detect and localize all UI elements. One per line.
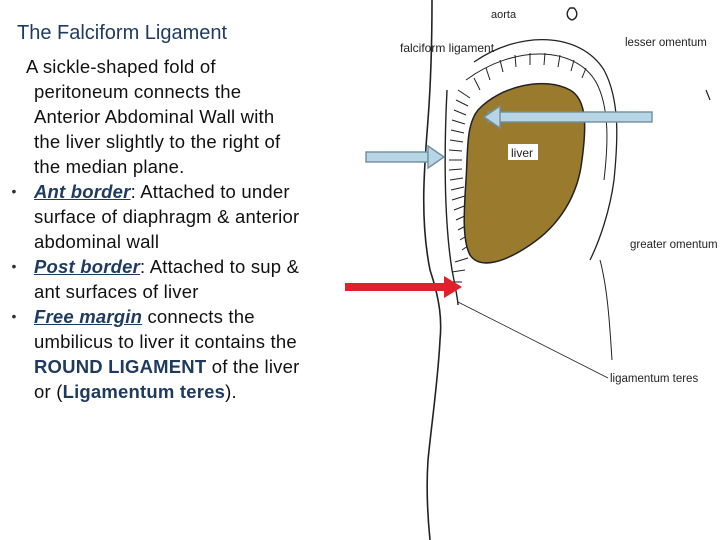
bullet-text: connects the umbilicus to liver it contains the bbox=[34, 306, 297, 352]
greater-omentum-curve bbox=[600, 260, 612, 360]
liver-shape bbox=[464, 84, 584, 263]
bullet-text: Attached to under surface of diaphragm & anterior abdominal wall bbox=[34, 181, 300, 252]
bullet-list bbox=[6, 179, 302, 404]
falciform-line bbox=[445, 90, 458, 305]
bullet-ant-border bbox=[6, 179, 302, 254]
arrow-lower-red bbox=[345, 276, 462, 298]
label-ligamentum-teres: ligamentum teres bbox=[610, 373, 699, 385]
aorta-mark bbox=[567, 8, 577, 20]
body-text bbox=[6, 54, 302, 404]
intro-text: peritoneum connects the Anterior Abdominal Wall with the liver slightly to the right of the median plane. bbox=[34, 81, 281, 177]
bullet-post-border bbox=[6, 254, 302, 304]
label-lesser-omentum: lesser omentum bbox=[625, 37, 707, 49]
bullet-dot: • bbox=[11, 308, 17, 324]
label-aorta: aorta bbox=[491, 9, 517, 21]
abdominal-wall-outline bbox=[424, 0, 441, 540]
bullet-text: Attached to sup & ant surfaces of liver bbox=[34, 256, 300, 302]
falciform-diagram bbox=[330, 0, 720, 540]
label-greater-omentum: greater omentum bbox=[630, 239, 718, 251]
bullet-text: of the liver or ( bbox=[34, 356, 300, 402]
round-ligament-text: ROUND LIGAMENT bbox=[34, 356, 207, 377]
term-ant-border: Ant border bbox=[34, 181, 131, 202]
label-falciform-ligament: falciform ligament bbox=[400, 41, 495, 55]
intro-line: A sickle-shaped fold of bbox=[26, 56, 216, 77]
right-edge-mark bbox=[706, 90, 710, 100]
bullet-free-margin bbox=[6, 304, 302, 404]
term-separator: : bbox=[140, 256, 146, 277]
bullet-text: ). bbox=[225, 381, 237, 402]
slide-title: The Falciform Ligament bbox=[17, 22, 228, 44]
term-free-margin: Free margin bbox=[34, 306, 143, 327]
ligamentum-teres-leader bbox=[458, 302, 608, 378]
bullet-dot: • bbox=[11, 258, 17, 274]
ligamentum-teres-text: Ligamentum teres bbox=[62, 381, 226, 402]
bullet-dot: • bbox=[11, 183, 17, 199]
label-liver: liver bbox=[511, 146, 534, 160]
term-separator: : bbox=[130, 181, 136, 202]
term-post-border: Post border bbox=[34, 256, 141, 277]
arrow-middle-blue bbox=[366, 146, 444, 168]
